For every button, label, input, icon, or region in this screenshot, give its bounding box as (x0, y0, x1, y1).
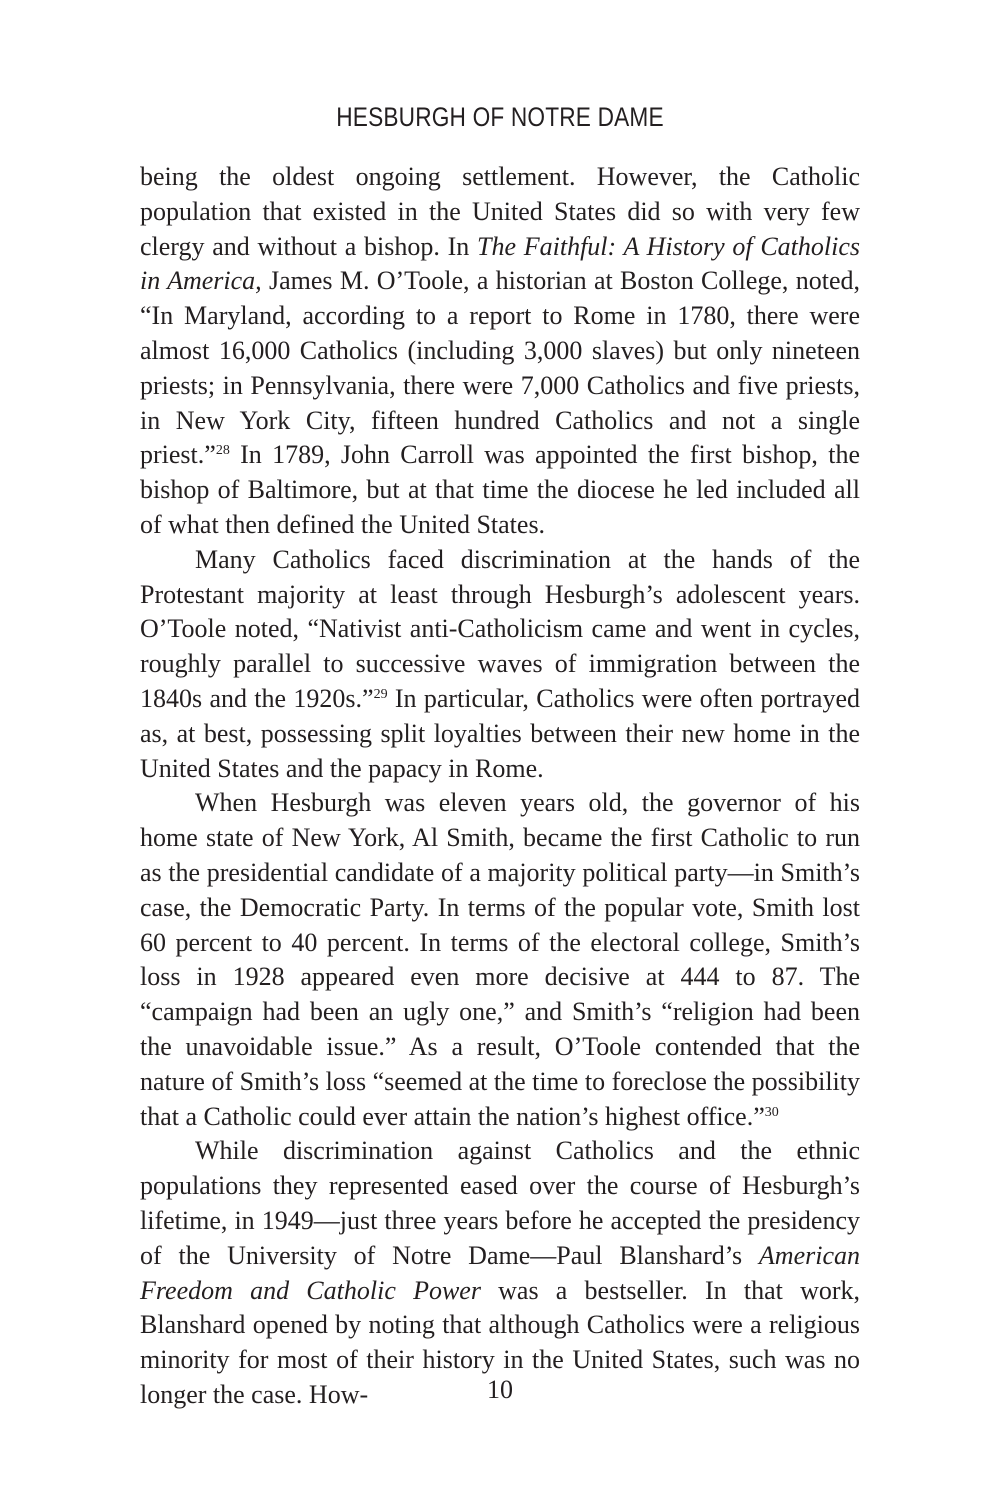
footnote-marker: 29 (373, 686, 388, 702)
page-number: 10 (487, 1375, 513, 1404)
footnote-marker: 28 (215, 443, 230, 459)
text-run: was a bestseller. In that work, Blanshard opened by noting that although Catholics were a religious minority for most of their history in the United States, such was no longer the case. How- (140, 1275, 860, 1409)
paragraph (140, 543, 860, 787)
footnote-marker: 30 (764, 1104, 779, 1120)
text-run: Many Catholics faced discrimination at the hands of the Protestant majority at least through Hesburgh’s adolescent years. O’Toole noted, “Nativist anti-Catholicism came and went in cycles, roughly parallel to successive waves of immigration between the 1840s and the 1920s.” (140, 544, 860, 713)
running-head: HESBURGH OF NOTRE DAME (336, 102, 664, 132)
text-run: In 1789, John Carroll was appointed the first bishop, the bishop of Baltimore, but at that time the diocese he led included all of what then defined the United States. (140, 440, 860, 539)
text-run: In particular, Catholics were often portrayed as, at best, possessing split loyalties between their new home in the United States and the papacy in Rome. (140, 683, 860, 783)
book-title-italic: The Faithful: A History of Catholics in America, (140, 231, 860, 296)
text-run: When Hesburgh was eleven years old, the governor of his home state of New York, Al Smith, became the first Catholic to run as the presidential candidate of a majority political party—in Smith’s case, the Democratic Party. In terms of the popular vote, Smith lost 60 percent to 40 percent. In terms of the electoral college, Smith’s loss in 1928 appeared even more decisive at 444 to 87. The “campaign had been an ugly one,” and Smith’s “religion had been the unavoidable issue.” As a result, O’Toole contended that the nature of Smith’s loss “seemed at the time to foreclose the possibility that a Catholic could ever attain the nation’s highest office.” (140, 788, 860, 1131)
paragraph (140, 786, 860, 1134)
book-title-italic: American Freedom and Catholic Power (140, 1240, 860, 1305)
paragraph (140, 160, 860, 543)
paragraph (140, 1134, 860, 1412)
text-run: While discrimination against Catholics and the ethnic populations they represented eased over the course of Hesburgh’s lifetime, in 1949—just three years before he accepted the presidency of the University of Notre Dame—Paul Blanshard’s (140, 1136, 860, 1270)
text-run: being the oldest ongoing settlement. However, the Catholic population that existed in the United States did so with very few clergy and without a bishop. In (140, 162, 860, 261)
text-run: James M. O’Toole, a historian at Boston College, noted, “In Maryland, according to a report to Rome in 1780, there were almost 16,000 Catholics (including 3,000 slaves) but only nineteen priests; in Pennsylvania, there were 7,000 Catholics and five priests, in New York City, fifteen hundred Catholics and not a single priest.” (140, 266, 860, 470)
body-text (140, 160, 860, 1413)
